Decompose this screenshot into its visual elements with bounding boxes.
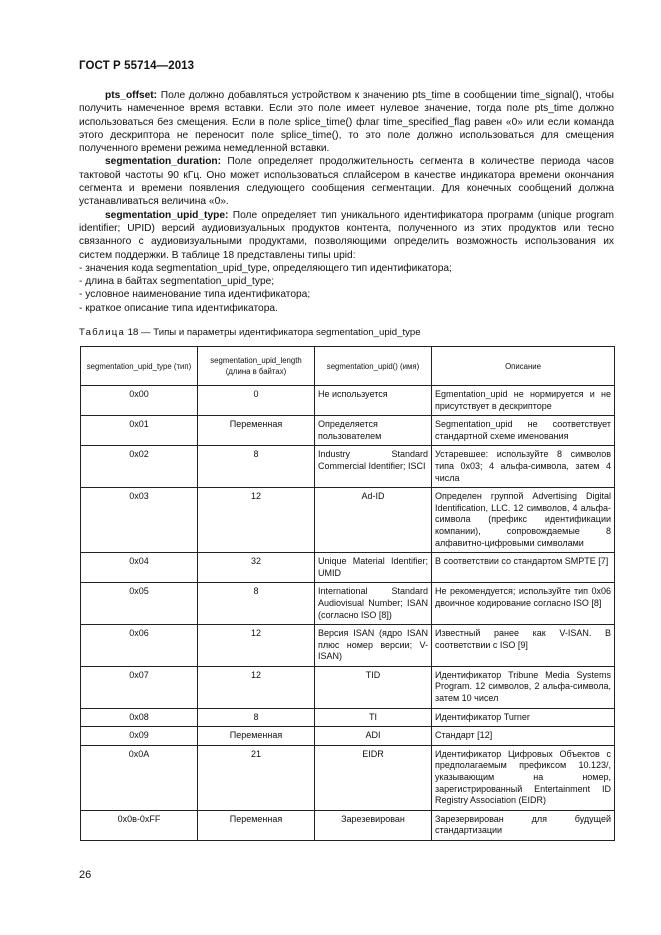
table-row bbox=[81, 666, 615, 708]
cell-name: TI bbox=[315, 708, 432, 727]
cell-name: Unique Material Identifier; UMID bbox=[315, 553, 432, 583]
cell-description: Устаревшее: используйте 8 символов типа 0x03; 4 альфа-символа, затем 4 числа bbox=[432, 446, 615, 488]
cell-name: Версия ISAN (ядро ISAN плюс номер версии; V-ISAN) bbox=[315, 625, 432, 667]
header-description: Описание bbox=[432, 347, 615, 386]
cell-type: 0x00 bbox=[81, 386, 198, 416]
table-row bbox=[81, 416, 615, 446]
table-row bbox=[81, 446, 615, 488]
cell-description: Идентификатор Turner bbox=[432, 708, 615, 727]
cell-description: Segmentation_upid не соответствует стандартной схеме именования bbox=[432, 416, 615, 446]
cell-type: 0x06 bbox=[81, 625, 198, 667]
list-item: - значения кода segmentation_upid_type, определяющего тип идентификатора; bbox=[79, 262, 452, 274]
table-row bbox=[81, 386, 615, 416]
cell-description: В соответствии со стандартом SMPTE [7] bbox=[432, 553, 615, 583]
cell-name: EIDR bbox=[315, 745, 432, 810]
cell-type: 0x07 bbox=[81, 666, 198, 708]
cell-length: Переменная bbox=[198, 416, 315, 446]
cell-description: Известный ранее как V-ISAN. В соответствии с ISO [9] bbox=[432, 625, 615, 667]
cell-type: 0x01 bbox=[81, 416, 198, 446]
table-caption-text: 18 — Типы и параметры идентификатора segmentation_upid_type bbox=[125, 327, 421, 338]
cell-length: 32 bbox=[198, 553, 315, 583]
page-number: 26 bbox=[79, 869, 92, 881]
header-type: segmentation_upid_type (тип) bbox=[81, 347, 198, 386]
cell-description: Egmentation_upid не нормируется и не присутствует в дескрипторе bbox=[432, 386, 615, 416]
cell-type: 0x08 bbox=[81, 708, 198, 727]
cell-length: 0 bbox=[198, 386, 315, 416]
cell-name: International Standard Audiovisual Number; ISAN (согласно ISO [8]) bbox=[315, 583, 432, 625]
table-row bbox=[81, 810, 615, 840]
cell-length: 8 bbox=[198, 708, 315, 727]
table-row bbox=[81, 553, 615, 583]
text-pts-offset: Поле должно добавляться устройством к значению pts_time в сообщении time_signal(), чтобы получить намеченное время вставки. Если это поле имеет нулевое значение, тогда поле pts_time должно использоваться без смещения. Если в поле splice_time() флаг time_specified_flag равен «0» или если команда этого дескриптора не переносит поле splice_time(), то это поле должно использоваться для смещения полученного времени режима немедленной вставки. bbox=[79, 90, 614, 155]
paragraph-segmentation-duration bbox=[79, 155, 614, 208]
table-row bbox=[81, 583, 615, 625]
cell-name: Определяется пользователем bbox=[315, 416, 432, 446]
table-row bbox=[81, 745, 615, 810]
cell-type: 0x05 bbox=[81, 583, 198, 625]
list-item: - длина в байтах segmentation_upid_type; bbox=[79, 276, 275, 288]
cell-length: 21 bbox=[198, 745, 315, 810]
header-length: segmentation_upid_length (длина в байтах) bbox=[198, 347, 315, 386]
cell-name: Зарезевирован bbox=[315, 810, 432, 840]
cell-description: Определен группой Advertising Digital Identification, LLC. 12 символов, 4 альфа-символа (префикс идентификации компании), сопровождаемые 8 алфавитно-цифровыми символами bbox=[432, 488, 615, 553]
cell-description: Стандарт [12] bbox=[432, 727, 615, 746]
table-row bbox=[81, 708, 615, 727]
table-caption-word: Таблица bbox=[79, 327, 126, 338]
cell-length: 8 bbox=[198, 583, 315, 625]
paragraph-segmentation-upid-type bbox=[79, 209, 614, 262]
text-segmentation-upid-type: Поле определяет тип уникального идентификатора программ (unique program identifier; UPID) версий аудиовизуальных продуктов контента, полученного из этих продуктов или тесно связанного с аудиовизуальными продуктами, позволяющими определить возможность использования их систем поддержки. В таблице 18 представлены типы upid: bbox=[79, 209, 614, 261]
cell-type: 0x0в-0xFF bbox=[81, 810, 198, 840]
cell-length: Переменная bbox=[198, 727, 315, 746]
cell-type: 0x0A bbox=[81, 745, 198, 810]
cell-description: Идентификатор Tribune Media Systems Program. 12 символов, 2 альфа-символа, затем 10 чисел bbox=[432, 666, 615, 708]
header-name: segmentation_upid() (имя) bbox=[315, 347, 432, 386]
table-row bbox=[81, 625, 615, 667]
cell-type: 0x03 bbox=[81, 488, 198, 553]
table-header-row bbox=[81, 347, 615, 386]
term-segmentation-duration: segmentation_duration: bbox=[105, 156, 222, 168]
body-text bbox=[79, 89, 614, 315]
list-item: - краткое описание типа идентификатора. bbox=[79, 302, 278, 314]
cell-name: ADI bbox=[315, 727, 432, 746]
cell-type: 0x02 bbox=[81, 446, 198, 488]
upid-types-table bbox=[80, 346, 615, 841]
list-item: - условное наименование типа идентификатора; bbox=[79, 289, 311, 301]
cell-type: 0x04 bbox=[81, 553, 198, 583]
text-segmentation-duration: Поле определяет продолжительность сегмента в количестве периода часов тактовой частоты 90 кГц. Оно может использоваться сплайсером в качестве индикатора времени окончания сегмента и времени появления следующего сообщения сегментации. Для конечных сообщений должна устанавливаться величина «0». bbox=[79, 156, 614, 208]
cell-description: Зарезервирован для будущей стандартизации bbox=[432, 810, 615, 840]
cell-name: Industry Standard Commercial Identifier; ISCI bbox=[315, 446, 432, 488]
cell-name: TID bbox=[315, 666, 432, 708]
cell-description: Не рекомендуется; используйте тип 0x06 двоичное кодирование согласно ISO [8] bbox=[432, 583, 615, 625]
table-caption bbox=[79, 327, 421, 339]
cell-length: 8 bbox=[198, 446, 315, 488]
term-segmentation-upid-type: segmentation_upid_type: bbox=[105, 209, 229, 221]
cell-length: 12 bbox=[198, 666, 315, 708]
cell-length: 12 bbox=[198, 625, 315, 667]
cell-length: 12 bbox=[198, 488, 315, 553]
cell-length: Переменная bbox=[198, 810, 315, 840]
table-row bbox=[81, 727, 615, 746]
cell-description: Идентификатор Цифровых Объектов с предполагаемым префиксом 10.123/, указывающим на номер, зарегистрированный Entertainment ID Registry Association (EIDR) bbox=[432, 745, 615, 810]
term-pts-offset: pts_offset: bbox=[105, 90, 158, 101]
table-row bbox=[81, 488, 615, 553]
paragraph-pts-offset bbox=[79, 89, 614, 155]
cell-name: Не используется bbox=[315, 386, 432, 416]
cell-type: 0x09 bbox=[81, 727, 198, 746]
cell-name: Ad-ID bbox=[315, 488, 432, 553]
document-header: ГОСТ Р 55714—2013 bbox=[79, 60, 195, 72]
